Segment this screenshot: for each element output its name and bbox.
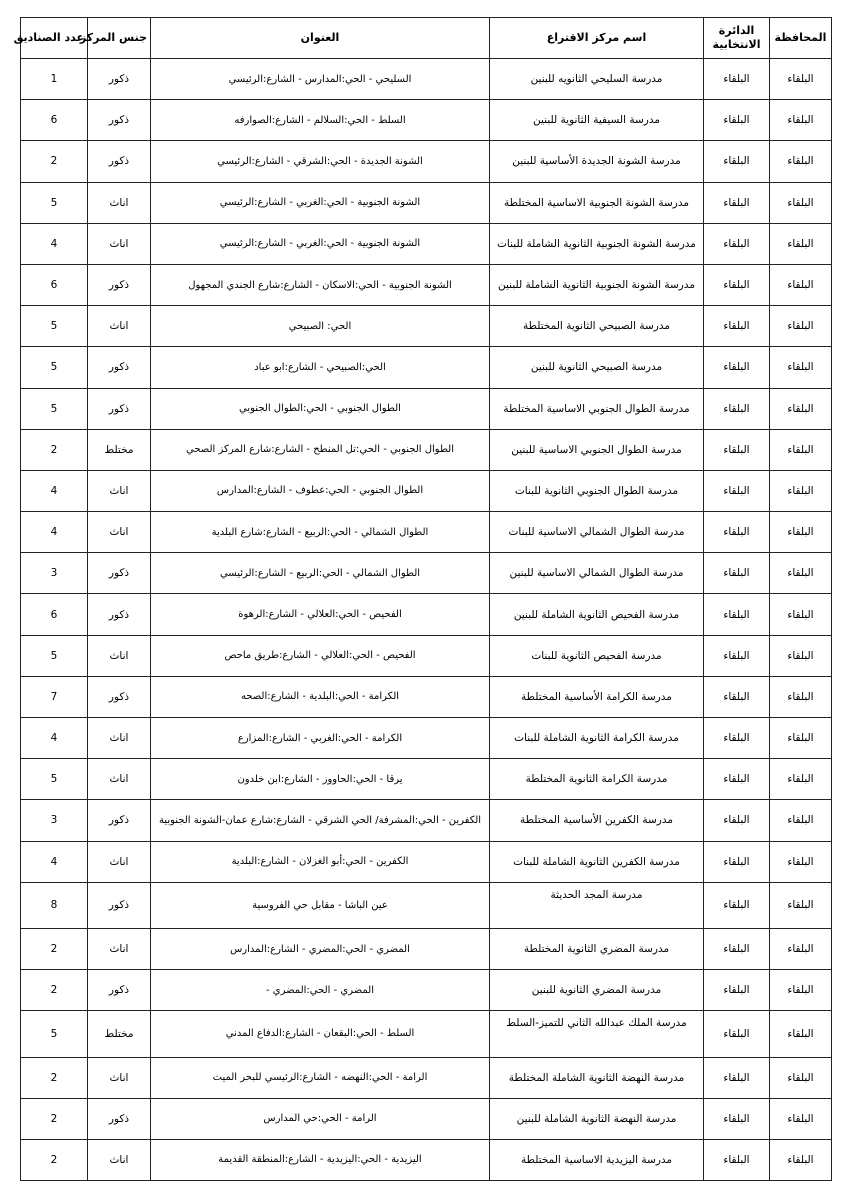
cell-center-name: مدرسة الكفرين الثانوية الشاملة للبنات <box>490 841 704 882</box>
table-row <box>21 306 832 347</box>
header-address: العنوان <box>151 18 490 59</box>
table-row <box>21 1098 832 1139</box>
cell-gender: ذكور <box>88 264 151 305</box>
cell-governorate: البلقاء <box>770 470 832 511</box>
cell-address: الطوال الجنوبي - الحي:الطوال الجنوبي <box>151 388 490 429</box>
cell-district: البلقاء <box>704 882 770 928</box>
table-row <box>21 970 832 1011</box>
cell-address: السلط - الحي:السلالم - الشارع:الصوارفه <box>151 100 490 141</box>
cell-gender: ذكور <box>88 100 151 141</box>
cell-center-name: مدرسة الشونة الجنوبية الاساسية المختلطة <box>490 182 704 223</box>
table-row <box>21 264 832 305</box>
table-row <box>21 553 832 594</box>
cell-governorate: البلقاء <box>770 100 832 141</box>
cell-address: الشونة الجنوبية - الحي:الغربي - الشارع:الرئيسي <box>151 182 490 223</box>
header-row <box>21 18 832 59</box>
cell-governorate: البلقاء <box>770 882 832 928</box>
cell-address: عين الباشا - مقابل حي الفروسية <box>151 882 490 928</box>
cell-district: البلقاء <box>704 429 770 470</box>
table-row <box>21 594 832 635</box>
cell-district: البلقاء <box>704 759 770 800</box>
cell-boxes: 6 <box>21 594 88 635</box>
cell-boxes: 6 <box>21 100 88 141</box>
cell-governorate: البلقاء <box>770 1011 832 1057</box>
cell-district: البلقاء <box>704 512 770 553</box>
table-row <box>21 141 832 182</box>
cell-governorate: البلقاء <box>770 388 832 429</box>
header-gender: جنس المركز <box>88 18 151 59</box>
cell-center-name: مدرسة الشونة الجديدة الأساسية للبنين <box>490 141 704 182</box>
cell-boxes: 3 <box>21 800 88 841</box>
cell-governorate: البلقاء <box>770 347 832 388</box>
cell-gender: اناث <box>88 306 151 347</box>
cell-boxes: 1 <box>21 59 88 100</box>
cell-governorate: البلقاء <box>770 306 832 347</box>
polling-centers-table <box>13 17 832 1181</box>
cell-boxes: 4 <box>21 718 88 759</box>
cell-governorate: البلقاء <box>770 553 832 594</box>
cell-address: الكفرين - الحي:المشرفة/ الحي الشرقي - الشارع:شارع عمان-الشونة الجنوبية <box>151 800 490 841</box>
cell-address: الشونة الجنوبية - الحي:الاسكان - الشارع:شارع الجندي المجهول <box>151 264 490 305</box>
table-row <box>21 841 832 882</box>
table-row <box>21 1011 832 1057</box>
cell-boxes: 2 <box>21 1139 88 1180</box>
cell-governorate: البلقاء <box>770 841 832 882</box>
cell-gender: ذكور <box>88 882 151 928</box>
cell-district: البلقاء <box>704 594 770 635</box>
cell-address: الرامة - الحي:حي المدارس <box>151 1098 490 1139</box>
table-row <box>21 676 832 717</box>
cell-center-name: مدرسة الصبيحي الثانوية للبنين <box>490 347 704 388</box>
cell-gender: ذكور <box>88 553 151 594</box>
cell-boxes: 5 <box>21 388 88 429</box>
cell-governorate: البلقاء <box>770 512 832 553</box>
cell-governorate: البلقاء <box>770 718 832 759</box>
cell-gender: اناث <box>88 841 151 882</box>
cell-district: البلقاء <box>704 635 770 676</box>
cell-gender: ذكور <box>88 676 151 717</box>
cell-center-name: مدرسة الطوال الشمالي الاساسية للبنات <box>490 512 704 553</box>
cell-district: البلقاء <box>704 718 770 759</box>
header-center-name: اسم مركز الاقتراع <box>490 18 704 59</box>
table-row <box>21 928 832 969</box>
cell-center-name: مدرسة الطوال الجنوبي الثانوية للبنات <box>490 470 704 511</box>
cell-address: الحي:الصبيحي - الشارع:ابو عباد <box>151 347 490 388</box>
cell-boxes: 2 <box>21 1098 88 1139</box>
cell-district: البلقاء <box>704 1057 770 1098</box>
cell-center-name: مدرسة الشونة الجنوبية الثانوية الشاملة للبنات <box>490 223 704 264</box>
cell-governorate: البلقاء <box>770 182 832 223</box>
cell-governorate: البلقاء <box>770 223 832 264</box>
table-row <box>21 429 832 470</box>
header-governorate: المحافظة <box>770 18 832 59</box>
cell-address: الطوال الجنوبي - الحي:عطوف - الشارع:المدارس <box>151 470 490 511</box>
cell-gender: ذكور <box>88 1098 151 1139</box>
cell-address: الكرامة - الحي:الغربي - الشارع:المزارع <box>151 718 490 759</box>
table-row <box>21 882 832 928</box>
cell-gender: اناث <box>88 1139 151 1180</box>
cell-boxes: 2 <box>21 970 88 1011</box>
cell-boxes: 4 <box>21 470 88 511</box>
cell-district: البلقاء <box>704 1098 770 1139</box>
cell-governorate: البلقاء <box>770 1098 832 1139</box>
cell-governorate: البلقاء <box>770 264 832 305</box>
cell-boxes: 5 <box>21 635 88 676</box>
cell-gender: مختلط <box>88 429 151 470</box>
cell-boxes: 4 <box>21 223 88 264</box>
cell-gender: اناث <box>88 718 151 759</box>
cell-address: الكرامة - الحي:البلدية - الشارع:الصحه <box>151 676 490 717</box>
cell-gender: ذكور <box>88 594 151 635</box>
cell-district: البلقاء <box>704 676 770 717</box>
cell-address: الفحيص - الحي:العلالي - الشارع:طريق ماحص <box>151 635 490 676</box>
cell-gender: اناث <box>88 223 151 264</box>
cell-center-name: مدرسة النهضة الثانوية الشاملة للبنين <box>490 1098 704 1139</box>
cell-center-name: مدرسة السليحي الثانويه للبنين <box>490 59 704 100</box>
cell-district: البلقاء <box>704 388 770 429</box>
cell-district: البلقاء <box>704 470 770 511</box>
cell-boxes: 7 <box>21 676 88 717</box>
cell-boxes: 5 <box>21 347 88 388</box>
cell-governorate: البلقاء <box>770 759 832 800</box>
cell-gender: اناث <box>88 635 151 676</box>
cell-address: اليزيدية - الحي:اليزيدية - الشارع:المنطقة القديمة <box>151 1139 490 1180</box>
cell-address: السليحي - الحي:المدارس - الشارع:الرئيسي <box>151 59 490 100</box>
cell-boxes: 2 <box>21 141 88 182</box>
cell-center-name: مدرسة الفحيص الثانوية الشاملة للبنين <box>490 594 704 635</box>
cell-gender: اناث <box>88 759 151 800</box>
cell-center-name: مدرسة الطوال الجنوبي الاساسية المختلطة <box>490 388 704 429</box>
cell-address: الطوال الشمالي - الحي:الربيع - الشارع:شارع البلدية <box>151 512 490 553</box>
cell-boxes: 5 <box>21 1011 88 1057</box>
cell-center-name: مدرسة الكرامة الأساسية المختلطة <box>490 676 704 717</box>
cell-center-name: مدرسة النهضة الثانوية الشاملة المختلطة <box>490 1057 704 1098</box>
cell-district: البلقاء <box>704 182 770 223</box>
header-district: الدائرة الانتخابية <box>704 18 770 59</box>
cell-center-name: مدرسة المجد الحديثة <box>490 882 704 928</box>
cell-district: البلقاء <box>704 264 770 305</box>
table-row <box>21 100 832 141</box>
cell-district: البلقاء <box>704 59 770 100</box>
cell-address: المضري - الحي:المضري - <box>151 970 490 1011</box>
cell-governorate: البلقاء <box>770 676 832 717</box>
cell-boxes: 5 <box>21 306 88 347</box>
cell-address: الفحيص - الحي:العلالي - الشارع:الرهوة <box>151 594 490 635</box>
cell-governorate: البلقاء <box>770 594 832 635</box>
table-row <box>21 182 832 223</box>
cell-center-name: مدرسة المضري الثانوية المختلطة <box>490 928 704 969</box>
table-row <box>21 1139 832 1180</box>
cell-district: البلقاء <box>704 553 770 594</box>
cell-center-name: مدرسة الكرامة الثانوية المختلطة <box>490 759 704 800</box>
cell-address: الحي: الصبيحي <box>151 306 490 347</box>
cell-address: الشونة الجنوبية - الحي:الغربي - الشارع:الرئيسي <box>151 223 490 264</box>
table-row <box>21 59 832 100</box>
cell-gender: ذكور <box>88 388 151 429</box>
cell-gender: اناث <box>88 470 151 511</box>
cell-district: البلقاء <box>704 928 770 969</box>
cell-governorate: البلقاء <box>770 928 832 969</box>
table-row <box>21 800 832 841</box>
cell-boxes: 3 <box>21 553 88 594</box>
cell-boxes: 5 <box>21 182 88 223</box>
cell-gender: اناث <box>88 928 151 969</box>
cell-boxes: 2 <box>21 928 88 969</box>
cell-address: الشونة الجديدة - الحي:الشرقي - الشارع:الرئيسي <box>151 141 490 182</box>
polling-centers-sheet <box>13 17 831 1181</box>
cell-governorate: البلقاء <box>770 59 832 100</box>
cell-gender: اناث <box>88 1057 151 1098</box>
cell-governorate: البلقاء <box>770 635 832 676</box>
cell-district: البلقاء <box>704 1139 770 1180</box>
cell-boxes: 8 <box>21 882 88 928</box>
cell-center-name: مدرسة الكفرين الأساسية المختلطة <box>490 800 704 841</box>
cell-boxes: 2 <box>21 429 88 470</box>
cell-center-name: مدرسة الشونة الجنوبية الثانوية الشاملة للبنين <box>490 264 704 305</box>
cell-center-name: مدرسة الفحيص الثانوية للبنات <box>490 635 704 676</box>
table-row <box>21 718 832 759</box>
cell-district: البلقاء <box>704 141 770 182</box>
cell-center-name: مدرسة الطوال الجنوبي الاساسية للبنين <box>490 429 704 470</box>
cell-boxes: 4 <box>21 512 88 553</box>
cell-address: الطوال الجنوبي - الحي:تل المنطح - الشارع:شارع المركز الصحي <box>151 429 490 470</box>
cell-district: البلقاء <box>704 100 770 141</box>
cell-center-name: مدرسة الملك عبدالله الثاني للتميز-السلط <box>490 1011 704 1057</box>
cell-boxes: 6 <box>21 264 88 305</box>
cell-center-name: مدرسة الكرامة الثانوية الشاملة للبنات <box>490 718 704 759</box>
table-row <box>21 470 832 511</box>
cell-address: السلط - الحي:البقعان - الشارع:الدفاع المدني <box>151 1011 490 1057</box>
cell-address: المضري - الحي:المضري - الشارع:المدارس <box>151 928 490 969</box>
cell-address: الرامة - الحي:النهضه - الشارع:الرئيسي للبحر الميت <box>151 1057 490 1098</box>
cell-gender: اناث <box>88 182 151 223</box>
table-row <box>21 223 832 264</box>
cell-district: البلقاء <box>704 1011 770 1057</box>
table-row <box>21 347 832 388</box>
cell-address: الطوال الشمالي - الحي:الربيع - الشارع:الرئيسي <box>151 553 490 594</box>
cell-district: البلقاء <box>704 347 770 388</box>
table-row <box>21 1057 832 1098</box>
cell-gender: مختلط <box>88 1011 151 1057</box>
cell-address: الكفرين - الحي:أبو الغزلان - الشارع:البلدية <box>151 841 490 882</box>
table-row <box>21 388 832 429</box>
cell-center-name: مدرسة الصبيحي الثانوية المختلطة <box>490 306 704 347</box>
cell-boxes: 2 <box>21 1057 88 1098</box>
cell-boxes: 5 <box>21 759 88 800</box>
table-row <box>21 512 832 553</box>
cell-governorate: البلقاء <box>770 429 832 470</box>
cell-governorate: البلقاء <box>770 970 832 1011</box>
cell-gender: ذكور <box>88 970 151 1011</box>
table-body <box>21 59 832 1181</box>
cell-gender: ذكور <box>88 141 151 182</box>
cell-governorate: البلقاء <box>770 141 832 182</box>
cell-center-name: مدرسة اليزيدية الاساسية المختلطة <box>490 1139 704 1180</box>
cell-address: يرقا - الحي:الحاووز - الشارع:ابن خلدون <box>151 759 490 800</box>
table-row <box>21 759 832 800</box>
cell-district: البلقاء <box>704 841 770 882</box>
cell-governorate: البلقاء <box>770 800 832 841</box>
cell-governorate: البلقاء <box>770 1139 832 1180</box>
table-row <box>21 635 832 676</box>
cell-boxes: 4 <box>21 841 88 882</box>
cell-gender: ذكور <box>88 347 151 388</box>
cell-gender: ذكور <box>88 800 151 841</box>
cell-center-name: مدرسة الطوال الشمالي الاساسية للبنين <box>490 553 704 594</box>
header-boxes: عدد الصناديق <box>21 18 88 59</box>
cell-district: البلقاء <box>704 970 770 1011</box>
table-header <box>13 18 832 59</box>
cell-district: البلقاء <box>704 223 770 264</box>
cell-center-name: مدرسة المضري الثانوية للبنين <box>490 970 704 1011</box>
cell-gender: ذكور <box>88 59 151 100</box>
cell-district: البلقاء <box>704 800 770 841</box>
cell-governorate: البلقاء <box>770 1057 832 1098</box>
cell-gender: اناث <box>88 512 151 553</box>
cell-district: البلقاء <box>704 306 770 347</box>
cell-center-name: مدرسة السيفية الثانوية للبنين <box>490 100 704 141</box>
